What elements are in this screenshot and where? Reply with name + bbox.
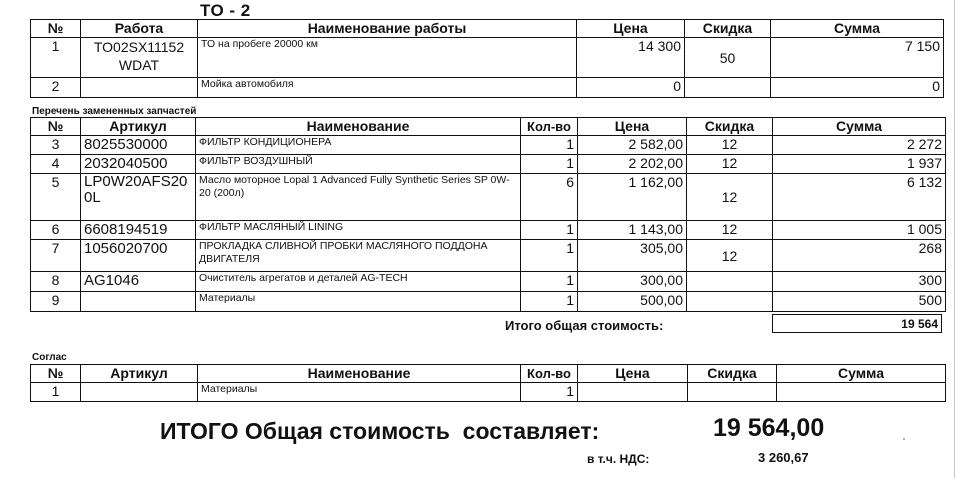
cell-no: 1: [31, 38, 81, 78]
col-no: №: [31, 365, 81, 383]
cell-discount: 50: [685, 38, 771, 78]
col-name: Наименование: [196, 118, 521, 136]
cell-no: 9: [31, 292, 81, 312]
cell-name: Материалы: [198, 383, 521, 402]
cell-price: 300,00: [578, 272, 687, 292]
cell-price: 14 300: [577, 38, 685, 78]
table-row: [31, 221, 946, 240]
col-price: Цена: [577, 20, 685, 38]
cell-discount: [688, 383, 777, 402]
parts-section-label: Перечень замененных запчастей: [32, 106, 197, 117]
cell-article: LP0W20AFS200L: [81, 174, 196, 221]
col-qty: Кол-во: [521, 365, 578, 383]
cell-no: 5: [31, 174, 81, 221]
cell-sum: 6 132: [773, 174, 946, 221]
cell-no: 4: [31, 155, 81, 174]
col-price: Цена: [578, 118, 687, 136]
cell-discount: [687, 272, 773, 292]
col-sum: Сумма: [771, 20, 944, 38]
cell-price: 305,00: [578, 240, 687, 272]
cell-name: ПРОКЛАДКА СЛИВНОЙ ПРОБКИ МАСЛЯНОГО ПОДДОНА ДВИГАТЕЛЯ: [196, 240, 521, 272]
parts-total-label: Итого общая стоимость:: [505, 318, 664, 333]
table-row: [31, 272, 946, 292]
cell-no: 6: [31, 221, 81, 240]
cell-code: [81, 78, 198, 98]
col-discount: Скидка: [688, 365, 777, 383]
cell-qty: 1: [521, 136, 578, 155]
cell-discount: 12: [687, 136, 773, 155]
cell-qty: 1: [521, 155, 578, 174]
cell-no: 8: [31, 272, 81, 292]
cell-price: 1 162,00: [578, 174, 687, 221]
cell-article: AG1046: [81, 272, 196, 292]
grand-total-label: ИТОГО Общая стоимость составляет:: [160, 418, 600, 444]
table-row: [31, 174, 946, 221]
col-discount: Скидка: [687, 118, 773, 136]
table-row: [31, 383, 946, 402]
cell-sum: 268: [773, 240, 946, 272]
cell-sum: 1 937: [773, 155, 946, 174]
cell-sum: 1 005: [773, 221, 946, 240]
col-sum: Сумма: [777, 365, 946, 383]
col-work-name: Наименование работы: [198, 20, 577, 38]
document-title: ТО - 2: [200, 1, 251, 20]
cell-no: 3: [31, 136, 81, 155]
scan-speck: [903, 438, 905, 440]
cell-qty: 1: [521, 221, 578, 240]
cell-price: 2 582,00: [578, 136, 687, 155]
cell-no: 2: [31, 78, 81, 98]
table-row: [31, 78, 944, 98]
vat-label: в т.ч. НДС:: [587, 452, 650, 466]
cell-price: 2 202,00: [578, 155, 687, 174]
cell-price: 500,00: [578, 292, 687, 312]
col-article: Артикул: [81, 118, 196, 136]
col-no: №: [31, 118, 81, 136]
works-header-row: [31, 20, 944, 38]
works-table: [30, 19, 944, 98]
page-edge-divider: [954, 0, 955, 478]
cell-name: ТО на пробеге 20000 км: [198, 38, 577, 78]
cell-qty: 1: [521, 292, 578, 312]
cell-name: Очиститель агрегатов и деталей AG-TECH: [196, 272, 521, 292]
cell-name: ФИЛЬТР ВОЗДУШНЫЙ: [196, 155, 521, 174]
cell-price: 1 143,00: [578, 221, 687, 240]
cell-name: ФИЛЬТР МАСЛЯНЫЙ LINING: [196, 221, 521, 240]
cell-discount: 12: [687, 155, 773, 174]
col-price: Цена: [578, 365, 688, 383]
cell-article: [81, 292, 196, 312]
cell-sum: 0: [771, 78, 944, 98]
col-name: Наименование: [198, 365, 521, 383]
cell-article: 2032040500: [81, 155, 196, 174]
cell-discount: 12: [687, 174, 773, 221]
col-sum: Сумма: [773, 118, 946, 136]
cell-qty: 1: [521, 240, 578, 272]
col-discount: Скидка: [685, 20, 771, 38]
cell-article: 1056020700: [81, 240, 196, 272]
cell-sum: 2 272: [773, 136, 946, 155]
cell-no: 1: [31, 383, 81, 402]
cell-sum: 300: [773, 272, 946, 292]
agreed-header-row: [31, 365, 946, 383]
col-work: Работа: [81, 20, 198, 38]
cell-article: 6608194519: [81, 221, 196, 240]
cell-qty: 1: [521, 383, 578, 402]
parts-total-value: 19 564: [772, 314, 942, 333]
cell-name: ФИЛЬТР КОНДИЦИОНЕРА: [196, 136, 521, 155]
col-qty: Кол-во: [521, 118, 578, 136]
agreed-section-label: Соглас: [32, 352, 67, 363]
table-row: [31, 292, 946, 312]
cell-article: [81, 383, 198, 402]
cell-price: [578, 383, 688, 402]
grand-total-value: 19 564,00: [713, 414, 825, 442]
agreed-table: [30, 364, 946, 402]
cell-name: Мойка автомобиля: [198, 78, 577, 98]
cell-article: 8025530000: [81, 136, 196, 155]
table-row: [31, 155, 946, 174]
table-row: [31, 136, 946, 155]
cell-sum: 7 150: [771, 38, 944, 78]
cell-no: 7: [31, 240, 81, 272]
cell-discount: [685, 78, 771, 98]
cell-sum: [777, 383, 946, 402]
cell-discount: 12: [687, 240, 773, 272]
parts-header-row: [31, 118, 946, 136]
cell-price: 0: [577, 78, 685, 98]
col-article: Артикул: [81, 365, 198, 383]
cell-discount: 12: [687, 221, 773, 240]
table-row: [31, 240, 946, 272]
col-no: №: [31, 20, 81, 38]
vat-value: 3 260,67: [758, 450, 809, 465]
cell-code: TO02SX11152 WDAT: [81, 38, 198, 78]
cell-name: Масло моторное Lopal 1 Advanced Fully Synthetic Series SP 0W-20 (200л): [196, 174, 521, 221]
table-row: [31, 38, 944, 78]
cell-qty: 6: [521, 174, 578, 221]
cell-sum: 500: [773, 292, 946, 312]
cell-qty: 1: [521, 272, 578, 292]
cell-discount: [687, 292, 773, 312]
cell-name: Материалы: [196, 292, 521, 312]
parts-table: [30, 117, 946, 312]
